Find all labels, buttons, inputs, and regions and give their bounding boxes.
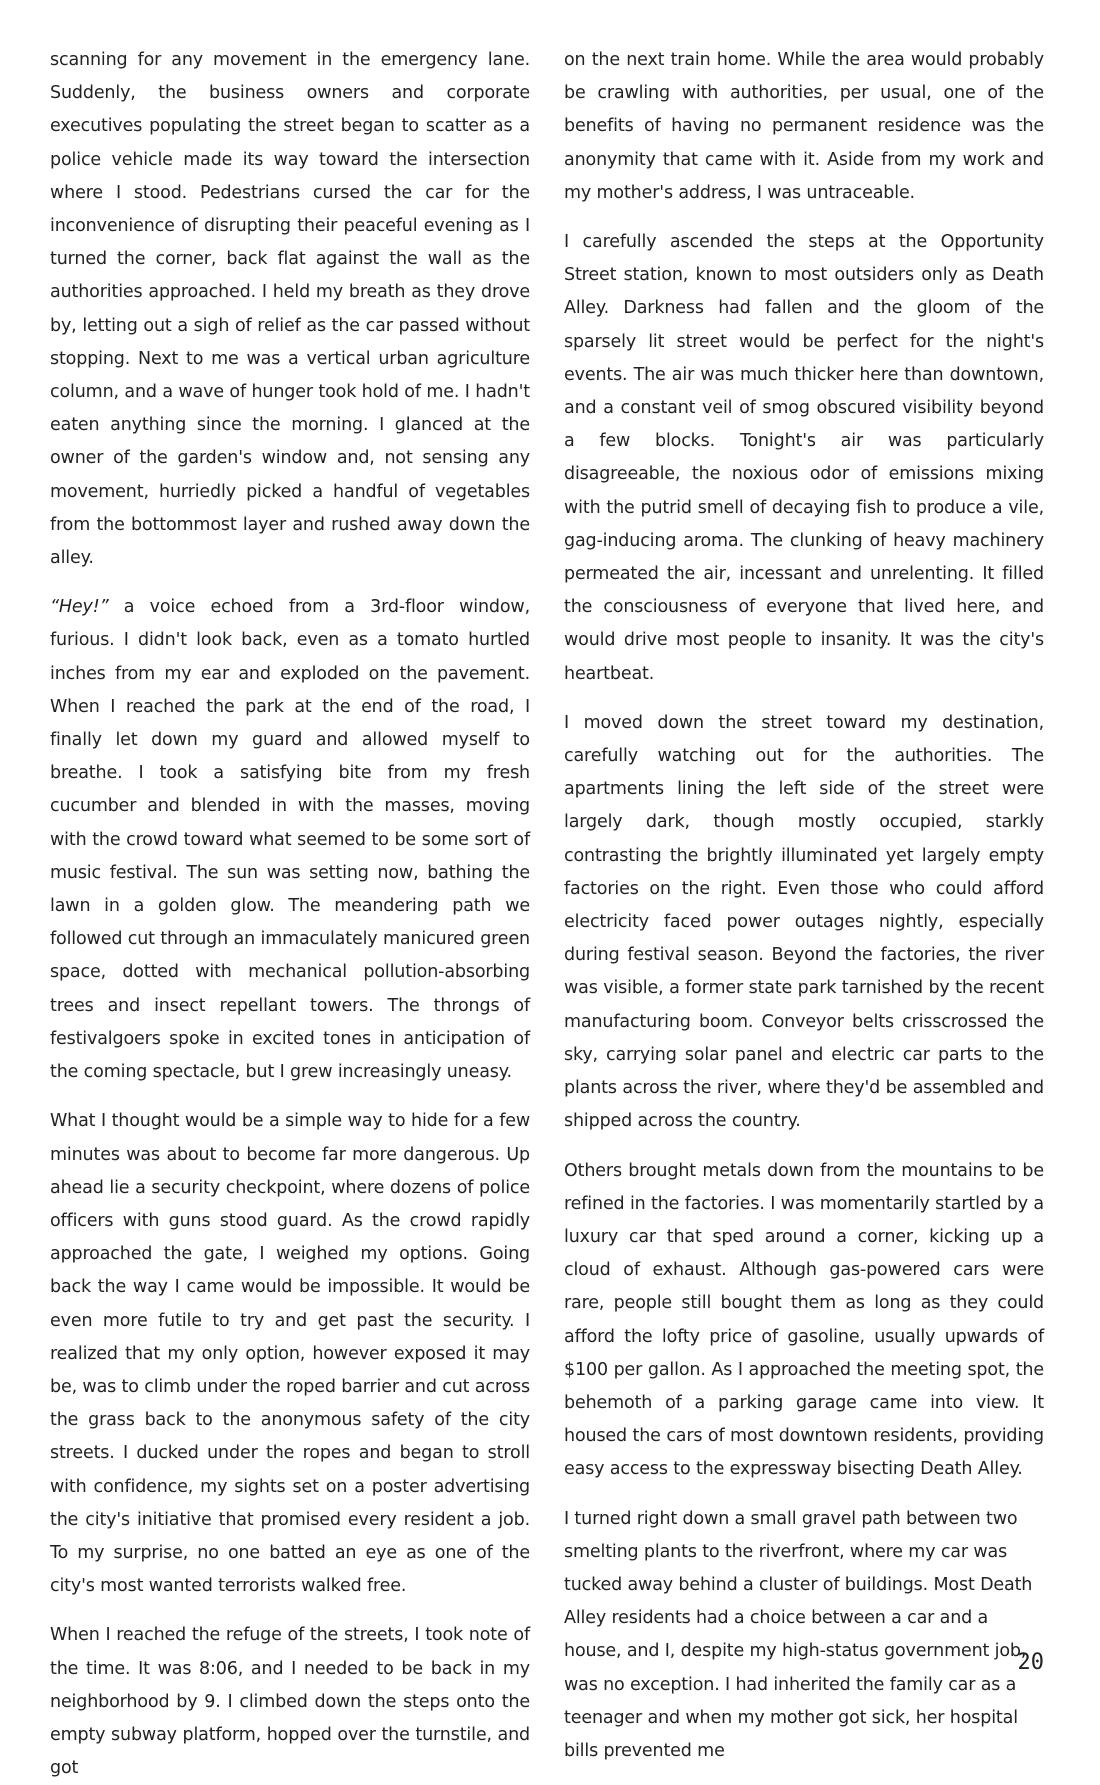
- paragraph: I turned right down a small gravel path between two smelting plants to the riverfront, where my car was tucked away behind a cluster of buildings. Most Death Alley residents had a choice between a car and a house, and I, despite my high-status government job, was no exception. I had inherited the family car as a teenager and when my mother got sick, her hospital bills prevented me: [564, 1508, 1033, 1761]
- paragraph: I carefully ascended the steps at the Opportunity Street station, known to most outsiders only as Death Alley. Darkness had fallen and the gloom of the sparsely lit street would be perfect for the night's events. The air was much thicker here than downtown, and a constant veil of smog obscured visibility beyond a few blocks. Tonight's air was particularly disagreeable, the noxious odor of emissions mixing with the putrid smell of decaying fish to produce a vile, gag-inducing aroma. The clunking of heavy machinery permeated the air, incessant and unrelenting. It filled the consciousness of everyone that lived here, and would drive most people to insanity. It was the city's heartbeat.: [564, 232, 1044, 684]
- paragraph: Others brought metals down from the mountains to be refined in the factories. I was momentarily startled by a luxury car that sped around a corner, kicking up a cloud of exhaust. Although gas-powered cars were rare, people still bought them as long as they could afford the lofty price of gasoline, usually upwards of $100 per gallon. As I approached the meeting spot, the behemoth of a parking garage came into view. It housed the cars of most downtown residents, providing easy access to the expressway bisecting Death Alley.: [564, 1160, 1044, 1480]
- paragraph: I moved down the street toward my destination, carefully watching out for the authorities. The apartments lining the left side of the street were largely dark, though mostly occupied, starkly contrasting the brightly illuminated yet largely empty factories on the right. Even those who could afford electricity faced power outages nightly, especially during festival season. Beyond the factories, the river was visible, a former state park tarnished by the recent manufacturing boom. Conveyor belts crisscrossed the sky, carrying solar panel and electric car parts to the plants across the river, where they'd be assembled and shipped across the country.: [564, 712, 1044, 1132]
- paragraph: When I reached the refuge of the streets, I took note of the time. It was 8:06, and I needed to be back in my neighborhood by 9. I climbed down the steps onto the empty subway platform, hopped over the turnstile, and got: [50, 1625, 530, 1779]
- right-column: [564, 44, 1044, 1768]
- paragraph-body: a voice echoed from a 3rd-floor window, furious. I didn't look back, even as a tomato hurtled inches from my ear and exploded on the pavement. When I reached the park at the end of the road, I finally let down my guard and allowed myself to breathe. I took a satisfying bite from my fresh cucumber and blended in with the masses, moving with the crowd toward what seemed to be some sort of music festival. The sun was setting now, bathing the lawn in a golden glow. The meandering path we followed cut through an immaculately manicured green space, dotted with mechanical pollution-absorbing trees and insect repellant towers. The throngs of festivalgoers spoke in excited tones in anticipation of the coming spectacle, but I grew increasingly uneasy.: [50, 597, 530, 1083]
- left-column: [50, 44, 530, 1785]
- paragraph: What I thought would be a simple way to hide for a few minutes was about to become far more dangerous. Up ahead lie a security checkpoint, where dozens of police officers with guns stood guard. As the crowd rapidly approached the gate, I weighed my options. Going back the way I came would be impossible. It would be even more futile to try and get past the security. I realized that my only option, however exposed it may be, was to climb under the roped barrier and cut across the grass back to the anonymous safety of the city streets. I ducked under the ropes and began to stroll with confidence, my sights set on a poster advertising the city's initiative that promised every resident a job. To my surprise, no one batted an eye as one of the city's most wanted terrorists walked free.: [50, 1111, 530, 1597]
- dialogue-quote: “Hey!”: [50, 597, 109, 618]
- paragraph: scanning for any movement in the emergency lane. Suddenly, the business owners and corporate executives populating the street began to scatter as a police vehicle made its way toward the intersection where I stood. Pedestrians cursed the car for the inconvenience of disrupting their peaceful evening as I turned the corner, back flat against the wall as the authorities approached. I held my breath as they drove by, letting out a sigh of relief as the car passed without stopping. Next to me was a vertical urban agriculture column, and a wave of hunger took hold of me. I hadn't eaten anything since the morning. I glanced at the owner of the garden's window and, not sensing any movement, hurriedly picked a handful of vegetables from the bottommost layer and rushed away down the alley.: [50, 50, 530, 569]
- paragraph: on the next train home. While the area would probably be crawling with authorities, per usual, one of the benefits of having no permanent residence was the anonymity that came with it. Aside from my work and my mother's address, I was untraceable.: [564, 50, 1044, 203]
- paragraph: [50, 591, 530, 1089]
- page-number: 20: [1017, 1650, 1044, 1675]
